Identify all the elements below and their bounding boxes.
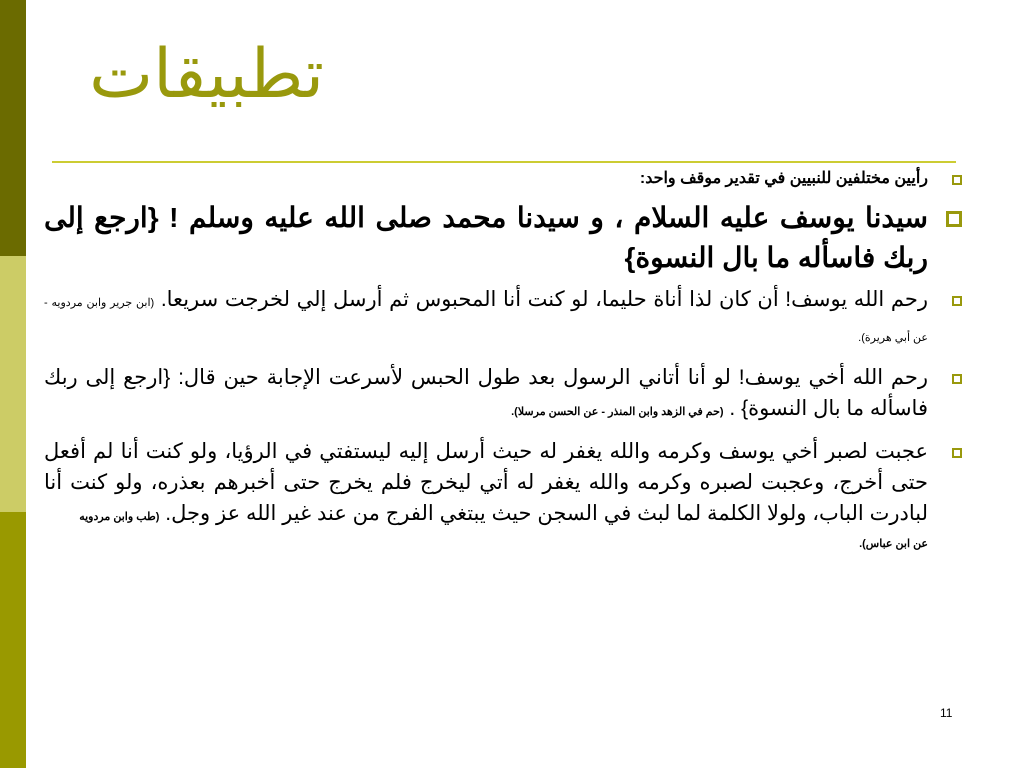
bullet-text: سيدنا يوسف عليه السلام ، و سيدنا محمد صلى الله عليه وسلم ! {ارجع إلى ربك فاسأله ما بال النسوة} [44, 202, 928, 273]
bullet-item-hadith-1 [44, 284, 962, 354]
page-number: 11 [940, 706, 953, 720]
square-bullet-icon [952, 374, 962, 384]
hadith-citation: (طب وابن مردويه [79, 511, 160, 523]
sidebar-band-middle [0, 256, 26, 512]
slide-content [44, 166, 962, 563]
square-bullet-icon [946, 211, 962, 227]
sidebar-band-top [0, 0, 26, 256]
bullet-text: رحم الله أخي يوسف! لو أنا أتاني الرسول بعد طول الحبس لأسرعت الإجابة حين قال: {ارجع إلى ربك فاسأله ما بال النسوة} . [44, 366, 928, 420]
title-divider [52, 161, 956, 163]
bullet-text: رحم الله يوسف! أن كان لذا أناة حليما، لو كنت أنا المحبوس ثم أرسل إلي لخرجت سريعا. [160, 288, 928, 311]
hadith-citation-line-2: عن ابن عباس). [859, 538, 928, 550]
hadith-citation: (ابن جرير وابن مردويه - عن أبي هريرة). [44, 297, 928, 344]
bullet-text: عجبت لصبر أخي يوسف وكرمه والله يغفر له حيث أرسل إليه ليستفتي في الرؤيا، ولو كنت أنا لم أفعل حتى أخرج، وعجبت لصبره وكرمه والله يغفر له أتي ليخرج فلم يخرج حتى أخبرهم بعذره، ولو كنت أنا لبادرت الباب، ولولا الكلمة لما لبث في السجن حيث يبتغي الفرج من عند غير الله عز وجل. [44, 440, 928, 525]
square-bullet-icon [952, 448, 962, 458]
bullet-item-hadith-3 [44, 436, 962, 555]
sidebar-band-bottom [0, 512, 26, 768]
bullet-item-hadith-2 [44, 362, 962, 428]
bullet-item-intro [44, 166, 962, 192]
slide-title: تطبيقات [89, 35, 324, 114]
square-bullet-icon [952, 175, 962, 185]
square-bullet-icon [952, 296, 962, 306]
bullet-item-prophets [44, 198, 962, 278]
hadith-citation: (حم في الزهد وابن المنذر - عن الحسن مرسلا). [511, 406, 724, 418]
bullet-text: رأيين مختلفين للنبيين في تقدير موقف واحد: [639, 170, 928, 187]
